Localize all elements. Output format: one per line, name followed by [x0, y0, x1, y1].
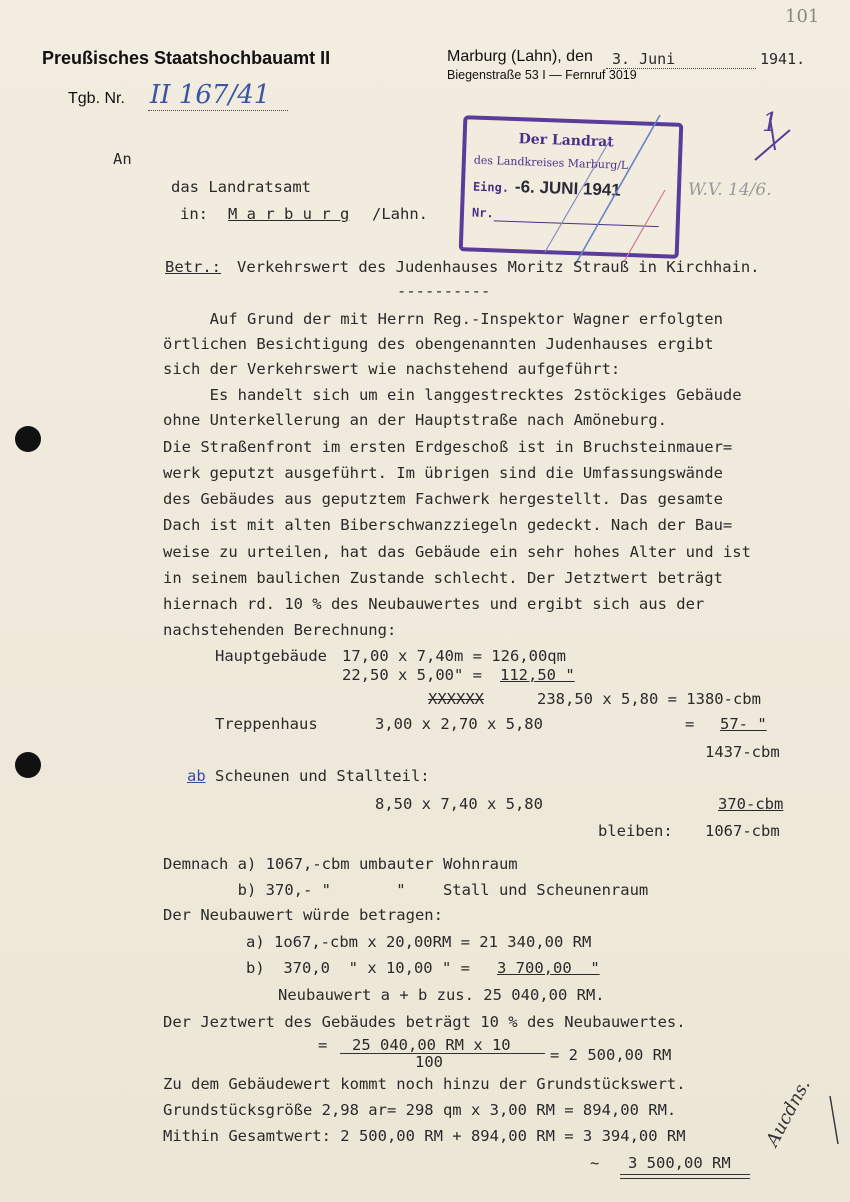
bottom-signature: Aucdns.: [762, 1075, 815, 1150]
recipient-an: An: [113, 150, 132, 168]
summary-neubau-intro: Der Neubauwert würde betragen:: [163, 906, 443, 924]
summary-gesamt: Mithin Gesamtwert: 2 500,00 RM + 894,00 RM = 3 394,00 RM: [163, 1127, 686, 1145]
summary-demnach-a: Demnach a) 1067,-cbm umbauter Wohnraum: [163, 855, 518, 873]
recipient-line2-suffix: /Lahn.: [372, 205, 428, 223]
summary-numerator: 25 040,00 RM x 10: [352, 1036, 511, 1054]
summary-grund-size: Grundstücksgröße 2,98 ar= 298 qm x 3,00 RM = 894,00 RM.: [163, 1101, 677, 1119]
calc-ab: ab: [187, 767, 206, 785]
punch-hole-top: [15, 426, 41, 452]
address-line: Biegenstraße 53 I — Fernruf 3019: [447, 68, 637, 82]
stamp-nr-label: Nr.: [471, 205, 494, 221]
summary-line-b-left: b) 370,0 " x 10,00 " =: [246, 959, 470, 977]
calc-treppe-label: Treppenhaus: [215, 715, 318, 733]
archive-number: 101: [785, 6, 820, 27]
calc-sum1: 1437-cbm: [705, 743, 780, 761]
date-day: 3. Juni: [612, 50, 676, 68]
subject-text: Verkehrswert des Judenhauses Moritz Strauß in Kirchhain.: [237, 258, 760, 276]
calc-scheunen-value: 370-cbm: [718, 795, 784, 813]
body-line: Es handelt sich um ein langgestrecktes 2stöckiges Gebäude: [163, 386, 742, 404]
summary-neubau-sum: Neubauwert a + b zus. 25 040,00 RM.: [278, 986, 605, 1004]
date-year: 1941.: [760, 50, 806, 68]
calc-haupt-2-right: 112,50 ": [500, 666, 575, 684]
summary-jetztwert: Der Jeztwert des Gebäudes beträgt 10 % des Neubauwertes.: [163, 1013, 686, 1031]
stamp-eing-label: Eing.: [472, 179, 510, 195]
body-line: hiernach rd. 10 % des Neubauwertes und ergibt sich aus der: [163, 595, 705, 613]
recipient-line1: das Landratsamt: [171, 178, 311, 196]
summary-demnach-b: b) 370,- " " Stall und Scheunenraum: [163, 881, 649, 899]
summary-result: = 2 500,00 RM: [550, 1046, 672, 1064]
calc-scheunen-calc: 8,50 x 7,40 x 5,80: [375, 795, 543, 813]
subject-rule: ----------: [397, 282, 491, 300]
summary-approx: ~: [590, 1154, 600, 1172]
pencil-strokes-over-stamp: [0, 0, 850, 300]
summary-grund-intro: Zu dem Gebäudewert kommt noch hinzu der Grundstückswert.: [163, 1075, 686, 1093]
recipient-line2-prefix: in:: [180, 205, 208, 223]
calc-haupt-total: 238,50 x 5,80 = 1380-cbm: [537, 690, 761, 708]
punch-hole-bottom: [15, 752, 41, 778]
body-line: Auf Grund der mit Herrn Reg.-Inspektor Wagner erfolgten: [163, 310, 723, 328]
stamp-line2: des Landkreises Marburg/L.: [473, 153, 632, 173]
tgb-number: II 167/41: [150, 80, 271, 110]
final-double-rule-2: [620, 1178, 750, 1179]
subject-label: Betr.:: [165, 258, 221, 276]
recipient-city: M a r b u r g: [228, 205, 350, 223]
calc-haupt-label: Hauptgebäude: [215, 647, 327, 665]
calc-treppe-calc: 3,00 x 2,70 x 5,80: [375, 715, 543, 733]
summary-line-b-right: 3 700,00 ": [497, 959, 600, 977]
body-line: sich der Verkehrswert wie nachstehend aufgeführt:: [163, 360, 621, 378]
stamp-line1: Der Landrat: [518, 131, 614, 151]
calc-bleiben-value: 1067-cbm: [705, 822, 780, 840]
body-line: örtlichen Besichtigung des obengenannten Judenhauses ergibt: [163, 335, 714, 353]
calc-treppe-eq: =: [685, 715, 695, 733]
calc-bleiben-label: bleiben:: [598, 822, 673, 840]
body-line: werk geputzt ausgeführt. Im übrigen sind die Umfassungswände: [163, 464, 723, 482]
body-line: in seinem baulichen Zustande schlecht. Der Jetztwert beträgt: [163, 569, 723, 587]
summary-rounded: 3 500,00 RM: [628, 1154, 731, 1172]
calc-scheunen-label: Scheunen und Stallteil:: [215, 767, 430, 785]
stamp-date: -6. JUNI 1941: [514, 177, 622, 200]
body-line: ohne Unterkellerung an der Hauptstraße nach Amöneburg.: [163, 411, 667, 429]
bottom-pencil-stroke: [810, 1092, 850, 1152]
body-line: weise zu urteilen, hat das Gebäude ein sehr hohes Alter und ist: [163, 543, 751, 561]
place-date-label: Marburg (Lahn), den: [447, 48, 593, 65]
calc-treppe-value: 57- ": [720, 715, 767, 733]
calc-haupt-1: 17,00 x 7,40m = 126,00qm: [342, 647, 566, 665]
body-line: Die Straßenfront im ersten Erdgeschoß ist in Bruchsteinmauer=: [163, 438, 733, 456]
final-double-rule-1: [620, 1174, 750, 1175]
calc-struck-text: XXXXXX: [428, 690, 484, 708]
tgb-label: Tgb. Nr.: [68, 90, 125, 107]
body-line: Dach ist mit alten Biberschwanzziegeln gedeckt. Nach der Bau=: [163, 516, 733, 534]
calc-haupt-2-left: 22,50 x 5,00" =: [342, 666, 482, 684]
body-line: des Gebäudes aus geputztem Fachwerk hergestellt. Das gesamte: [163, 490, 723, 508]
summary-denominator: 100: [415, 1053, 443, 1071]
top-right-mark: 1: [762, 108, 779, 138]
summary-eq: =: [318, 1036, 328, 1054]
initials-note: W.V. 14/6.: [688, 180, 772, 200]
summary-line-a: a) 1o67,-cbm x 20,00RM = 21 340,00 RM: [246, 933, 592, 951]
body-line: nachstehenden Berechnung:: [163, 621, 397, 639]
office-name: Preußisches Staatshochbauamt II: [42, 48, 331, 68]
